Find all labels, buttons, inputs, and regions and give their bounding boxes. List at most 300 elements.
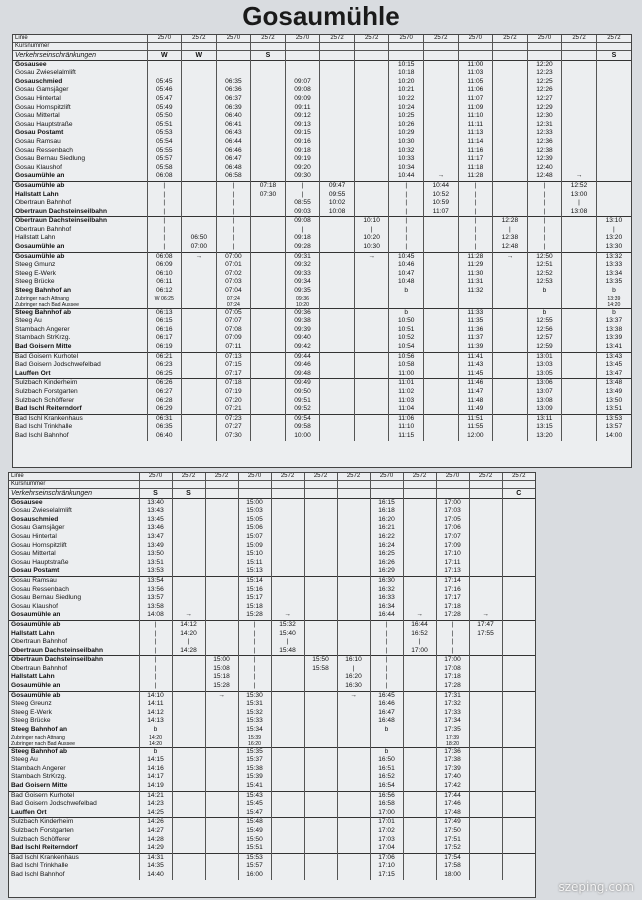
time-cell: 06:25 bbox=[147, 370, 182, 379]
time-cell: 10:02 bbox=[320, 199, 355, 208]
time-cell bbox=[424, 234, 459, 243]
time-cell bbox=[596, 86, 631, 95]
time-cell: 12:23 bbox=[527, 69, 562, 78]
time-cell bbox=[403, 516, 436, 525]
time-cell bbox=[596, 104, 631, 113]
time-cell bbox=[271, 603, 304, 612]
time-cell bbox=[354, 42, 389, 50]
time-cell bbox=[216, 60, 251, 69]
station-cell: Obertraun Dachsteinseilbahn bbox=[13, 217, 147, 226]
time-cell: 17:00 bbox=[403, 647, 436, 656]
time-cell bbox=[320, 86, 355, 95]
time-cell bbox=[502, 709, 535, 718]
station-cell: Obertraun Dachsteinseilbahn bbox=[15, 207, 107, 215]
time-cell bbox=[271, 586, 304, 595]
time-cell: 11:13 bbox=[458, 129, 493, 138]
time-cell bbox=[424, 217, 459, 226]
time-cell bbox=[469, 818, 502, 827]
time-cell bbox=[469, 871, 502, 880]
time-cell bbox=[205, 818, 238, 827]
time-cell: 17:51 bbox=[436, 836, 469, 845]
time-cell: 07:03 bbox=[216, 278, 251, 287]
time-cell bbox=[238, 488, 271, 498]
time-cell: 07:00 bbox=[182, 243, 217, 252]
time-cell: 09:42 bbox=[285, 343, 320, 352]
table-row bbox=[9, 620, 535, 629]
time-cell: 11:10 bbox=[458, 112, 493, 121]
time-cell bbox=[320, 121, 355, 130]
station-cell: Gosausee bbox=[9, 498, 139, 507]
time-cell bbox=[354, 50, 389, 60]
time-cell: 14:35 bbox=[139, 862, 172, 871]
time-cell: | bbox=[238, 673, 271, 682]
time-cell bbox=[182, 121, 217, 130]
time-cell bbox=[469, 800, 502, 809]
time-cell bbox=[182, 42, 217, 50]
time-cell: 15:28 bbox=[205, 682, 238, 691]
station-cell: Gosau Hintertal bbox=[11, 532, 57, 540]
time-cell bbox=[182, 147, 217, 156]
station-cell: Bad Ischl Trinkhalle bbox=[11, 862, 69, 870]
time-cell: 13:32 bbox=[596, 252, 631, 261]
time-cell: 10:25 bbox=[389, 112, 424, 121]
time-cell: 17:42 bbox=[436, 782, 469, 791]
time-cell bbox=[251, 370, 286, 379]
time-cell: b bbox=[370, 726, 403, 735]
time-cell: 10:54 bbox=[389, 343, 424, 352]
time-cell bbox=[182, 388, 217, 397]
time-cell bbox=[172, 709, 205, 718]
time-cell bbox=[403, 747, 436, 756]
time-cell: 06:40 bbox=[147, 432, 182, 441]
time-cell bbox=[354, 155, 389, 164]
time-cell: 15:45 bbox=[238, 800, 271, 809]
time-cell: | bbox=[389, 199, 424, 208]
time-cell: 07:13 bbox=[216, 352, 251, 361]
time-cell bbox=[251, 414, 286, 423]
time-cell bbox=[172, 700, 205, 709]
time-cell bbox=[493, 78, 528, 87]
time-cell bbox=[337, 709, 370, 718]
time-cell bbox=[205, 603, 238, 612]
time-cell bbox=[502, 516, 535, 525]
time-cell: 06:09 bbox=[147, 261, 182, 270]
time-cell: → bbox=[205, 691, 238, 700]
time-cell bbox=[403, 533, 436, 542]
time-cell: 2570 bbox=[436, 473, 469, 480]
table-row bbox=[13, 388, 631, 397]
station-cell: Bad Ischl Trinkhalle bbox=[15, 423, 73, 431]
time-cell: 11:03 bbox=[389, 397, 424, 406]
time-cell bbox=[493, 129, 528, 138]
time-cell bbox=[354, 379, 389, 388]
time-cell bbox=[403, 726, 436, 735]
time-cell: 09:28 bbox=[285, 243, 320, 252]
time-cell: | bbox=[147, 208, 182, 217]
time-cell: 11:00 bbox=[458, 60, 493, 69]
time-cell: 17:35 bbox=[436, 726, 469, 735]
time-cell: 09:35 bbox=[285, 287, 320, 296]
time-cell: | bbox=[147, 243, 182, 252]
time-cell bbox=[251, 95, 286, 104]
time-cell bbox=[469, 533, 502, 542]
time-cell: | bbox=[139, 647, 172, 656]
time-cell bbox=[502, 844, 535, 853]
time-cell bbox=[502, 800, 535, 809]
time-cell: 10:24 bbox=[389, 104, 424, 113]
time-cell bbox=[172, 717, 205, 726]
time-cell bbox=[304, 809, 337, 818]
table-row bbox=[9, 665, 535, 674]
time-cell: 11:06 bbox=[389, 414, 424, 423]
station-cell: Gosauschmied bbox=[11, 515, 59, 523]
time-cell bbox=[304, 862, 337, 871]
time-cell: | bbox=[216, 181, 251, 190]
time-cell bbox=[493, 181, 528, 190]
time-cell: 07:24 bbox=[216, 302, 251, 309]
time-cell bbox=[403, 542, 436, 551]
time-cell bbox=[562, 326, 597, 335]
time-cell bbox=[493, 261, 528, 270]
time-cell: 06:17 bbox=[147, 334, 182, 343]
time-cell bbox=[502, 507, 535, 516]
time-cell bbox=[182, 199, 217, 208]
time-cell bbox=[304, 533, 337, 542]
time-cell bbox=[493, 138, 528, 147]
station-cell: Gosau Klaushof bbox=[15, 163, 62, 171]
time-cell bbox=[596, 172, 631, 181]
time-cell bbox=[205, 488, 238, 498]
time-cell bbox=[271, 844, 304, 853]
time-cell: 15:57 bbox=[238, 862, 271, 871]
time-cell bbox=[304, 630, 337, 639]
time-cell bbox=[320, 308, 355, 317]
time-cell: 17:39 bbox=[436, 765, 469, 774]
time-cell: | bbox=[172, 638, 205, 647]
table-row bbox=[13, 112, 631, 121]
time-cell bbox=[354, 414, 389, 423]
time-cell bbox=[182, 69, 217, 78]
time-cell: 12:39 bbox=[527, 155, 562, 164]
time-cell bbox=[502, 647, 535, 656]
time-cell bbox=[493, 191, 528, 200]
time-cell: 12:26 bbox=[527, 86, 562, 95]
time-cell bbox=[182, 181, 217, 190]
time-cell: 06:21 bbox=[147, 352, 182, 361]
time-cell: → bbox=[271, 611, 304, 620]
time-cell bbox=[182, 138, 217, 147]
time-cell: 06:58 bbox=[216, 172, 251, 181]
time-cell bbox=[562, 129, 597, 138]
time-cell: 16:54 bbox=[370, 782, 403, 791]
table-row bbox=[9, 871, 535, 880]
time-cell: 06:27 bbox=[147, 388, 182, 397]
time-cell: 12:48 bbox=[527, 172, 562, 181]
time-cell bbox=[424, 270, 459, 279]
time-cell: 12:51 bbox=[527, 261, 562, 270]
time-cell bbox=[205, 765, 238, 774]
time-cell: 07:02 bbox=[216, 270, 251, 279]
time-cell: 12:52 bbox=[562, 181, 597, 190]
time-cell bbox=[562, 261, 597, 270]
time-cell bbox=[304, 717, 337, 726]
time-cell bbox=[182, 370, 217, 379]
time-cell: 12:29 bbox=[527, 104, 562, 113]
time-cell: 11:07 bbox=[458, 95, 493, 104]
station-cell: Linie bbox=[13, 35, 147, 42]
time-cell: | bbox=[436, 638, 469, 647]
time-cell bbox=[337, 611, 370, 620]
time-cell bbox=[424, 361, 459, 370]
time-cell: 11:28 bbox=[458, 252, 493, 261]
time-cell bbox=[493, 423, 528, 432]
time-cell bbox=[271, 567, 304, 576]
time-cell: 16:33 bbox=[370, 594, 403, 603]
table-row bbox=[13, 361, 631, 370]
time-cell bbox=[251, 243, 286, 252]
time-cell bbox=[182, 129, 217, 138]
time-cell bbox=[354, 69, 389, 78]
table-row bbox=[13, 270, 631, 279]
time-cell bbox=[424, 432, 459, 441]
header-course-row bbox=[9, 480, 535, 488]
time-cell: 17:16 bbox=[436, 586, 469, 595]
time-cell: 16:25 bbox=[370, 550, 403, 559]
time-cell bbox=[354, 121, 389, 130]
time-cell: 14:28 bbox=[139, 836, 172, 845]
time-cell bbox=[205, 844, 238, 853]
time-cell: 14:27 bbox=[139, 827, 172, 836]
time-cell: 11:10 bbox=[389, 423, 424, 432]
time-cell bbox=[424, 370, 459, 379]
time-cell: 15:32 bbox=[238, 709, 271, 718]
station-cell: Zubringer nach Bad Aussee bbox=[11, 740, 76, 747]
station-cell: Sulzbach Schöfferer bbox=[11, 835, 71, 843]
time-cell: 2570 bbox=[238, 473, 271, 480]
time-cell bbox=[502, 673, 535, 682]
time-cell bbox=[562, 379, 597, 388]
time-cell: 07:01 bbox=[216, 261, 251, 270]
time-cell: 10:26 bbox=[389, 121, 424, 130]
time-cell bbox=[304, 691, 337, 700]
time-cell bbox=[424, 379, 459, 388]
time-cell bbox=[469, 665, 502, 674]
time-cell: 2572 bbox=[596, 35, 631, 42]
time-cell bbox=[337, 620, 370, 629]
time-cell bbox=[502, 773, 535, 782]
time-cell bbox=[251, 261, 286, 270]
time-cell bbox=[320, 278, 355, 287]
time-cell: 13:57 bbox=[139, 594, 172, 603]
time-cell: 06:08 bbox=[147, 252, 182, 261]
time-cell bbox=[469, 673, 502, 682]
station-cell: Bad Goisern Kurhotel bbox=[13, 352, 147, 361]
station-cell: Bad Goisern Mitte bbox=[15, 343, 72, 350]
time-cell: 14:16 bbox=[139, 765, 172, 774]
time-cell bbox=[205, 827, 238, 836]
time-cell: | bbox=[216, 217, 251, 226]
time-cell bbox=[596, 121, 631, 130]
time-cell: 16:20 bbox=[238, 741, 271, 748]
time-cell: 13:47 bbox=[139, 533, 172, 542]
time-cell bbox=[403, 709, 436, 718]
time-cell bbox=[337, 717, 370, 726]
time-cell: 16:18 bbox=[370, 507, 403, 516]
time-cell: 16:32 bbox=[370, 586, 403, 595]
time-cell bbox=[304, 791, 337, 800]
time-cell: 10:50 bbox=[389, 317, 424, 326]
time-cell bbox=[354, 432, 389, 441]
table-row bbox=[13, 405, 631, 414]
time-cell: | bbox=[238, 665, 271, 674]
time-cell bbox=[337, 773, 370, 782]
time-cell bbox=[469, 844, 502, 853]
time-cell: 07:20 bbox=[216, 397, 251, 406]
time-cell: | bbox=[139, 682, 172, 691]
time-cell bbox=[403, 603, 436, 612]
time-cell bbox=[182, 343, 217, 352]
time-cell bbox=[304, 567, 337, 576]
time-cell: 13:49 bbox=[139, 542, 172, 551]
station-cell: Gosau Bernau Siedlung bbox=[15, 155, 86, 163]
time-cell bbox=[147, 60, 182, 69]
time-cell: b bbox=[527, 287, 562, 296]
time-cell bbox=[271, 809, 304, 818]
time-cell: 13:40 bbox=[139, 498, 172, 507]
station-cell: Hallstatt Lahn bbox=[11, 673, 55, 681]
time-cell bbox=[502, 611, 535, 620]
time-cell: | bbox=[370, 665, 403, 674]
station-cell: Obertraun Dachsteinseilbahn bbox=[9, 656, 139, 665]
time-cell bbox=[337, 638, 370, 647]
time-cell: 06:13 bbox=[147, 308, 182, 317]
time-cell bbox=[403, 756, 436, 765]
time-cell bbox=[251, 234, 286, 243]
time-cell: 17:00 bbox=[436, 656, 469, 665]
time-cell bbox=[337, 576, 370, 585]
time-cell bbox=[596, 147, 631, 156]
time-cell: 12:27 bbox=[527, 95, 562, 104]
station-cell: Bad Ischl Bahnhof bbox=[11, 870, 65, 878]
time-cell bbox=[354, 270, 389, 279]
time-cell: 15:39 bbox=[238, 773, 271, 782]
time-cell: | bbox=[389, 226, 424, 235]
time-cell bbox=[403, 836, 436, 845]
time-cell: | bbox=[458, 226, 493, 235]
time-cell: 11:51 bbox=[458, 414, 493, 423]
time-cell: 10:48 bbox=[389, 278, 424, 287]
time-cell: 13:47 bbox=[596, 370, 631, 379]
time-cell bbox=[502, 533, 535, 542]
time-cell: S bbox=[172, 488, 205, 498]
time-cell bbox=[182, 112, 217, 121]
time-cell bbox=[502, 853, 535, 862]
timetable-morning bbox=[12, 34, 632, 468]
time-cell bbox=[182, 317, 217, 326]
time-cell bbox=[502, 809, 535, 818]
time-cell bbox=[337, 871, 370, 880]
time-cell bbox=[502, 791, 535, 800]
time-cell: | bbox=[493, 226, 528, 235]
time-cell: 17:55 bbox=[469, 630, 502, 639]
time-cell: 10:21 bbox=[389, 86, 424, 95]
time-cell: 11:30 bbox=[458, 270, 493, 279]
time-cell: 17:11 bbox=[436, 559, 469, 568]
time-cell bbox=[562, 278, 597, 287]
station-cell: Gosau Hornspitzlift bbox=[11, 541, 67, 549]
time-cell bbox=[562, 361, 597, 370]
table-row bbox=[9, 726, 535, 735]
station-cell: Gosau Gamsjäger bbox=[15, 86, 69, 94]
time-cell: 16:44 bbox=[370, 611, 403, 620]
time-cell bbox=[172, 559, 205, 568]
time-cell bbox=[354, 370, 389, 379]
time-cell bbox=[337, 567, 370, 576]
time-cell bbox=[469, 773, 502, 782]
time-cell: 14:20 bbox=[596, 302, 631, 309]
time-cell: | bbox=[271, 638, 304, 647]
time-cell: 2570 bbox=[139, 473, 172, 480]
time-cell: 13:10 bbox=[596, 217, 631, 226]
time-cell: 13:41 bbox=[596, 343, 631, 352]
time-cell: 05:47 bbox=[147, 95, 182, 104]
time-cell: 2572 bbox=[424, 35, 459, 42]
time-cell bbox=[502, 498, 535, 507]
time-cell: 10:52 bbox=[389, 334, 424, 343]
time-cell bbox=[424, 42, 459, 50]
time-cell bbox=[172, 726, 205, 735]
time-cell bbox=[502, 559, 535, 568]
time-cell: 11:37 bbox=[458, 334, 493, 343]
time-cell: 12:30 bbox=[527, 112, 562, 121]
table-row bbox=[13, 121, 631, 130]
table-row bbox=[13, 343, 631, 352]
time-cell: 10:58 bbox=[389, 361, 424, 370]
time-cell: 05:57 bbox=[147, 155, 182, 164]
time-cell: 11:03 bbox=[458, 69, 493, 78]
time-cell bbox=[251, 172, 286, 181]
time-cell bbox=[172, 827, 205, 836]
time-cell bbox=[469, 682, 502, 691]
time-cell: 10:44 bbox=[424, 181, 459, 190]
station-cell: Gosau Postamt bbox=[15, 129, 64, 137]
time-cell: 16:22 bbox=[370, 533, 403, 542]
time-cell: 16:26 bbox=[370, 559, 403, 568]
time-cell: | bbox=[238, 620, 271, 629]
time-cell bbox=[304, 524, 337, 533]
time-cell bbox=[424, 423, 459, 432]
station-cell: Sulzbach Schöfferer bbox=[15, 396, 75, 404]
time-cell bbox=[562, 397, 597, 406]
time-cell bbox=[354, 308, 389, 317]
time-cell: 07:30 bbox=[216, 432, 251, 441]
time-cell: | bbox=[596, 226, 631, 235]
station-cell: Bad Goisern Jodschwefelbad bbox=[15, 361, 101, 369]
time-cell: 2570 bbox=[216, 35, 251, 42]
time-cell bbox=[337, 533, 370, 542]
time-cell bbox=[354, 397, 389, 406]
time-cell: 07:30 bbox=[251, 191, 286, 200]
table-row bbox=[9, 836, 535, 845]
time-cell bbox=[172, 773, 205, 782]
time-cell bbox=[403, 818, 436, 827]
time-cell: 17:09 bbox=[436, 542, 469, 551]
time-cell: | bbox=[370, 620, 403, 629]
station-cell: Sulzbach Forstgarten bbox=[11, 826, 74, 834]
time-cell: 09:20 bbox=[285, 164, 320, 173]
time-cell bbox=[205, 516, 238, 525]
time-cell bbox=[182, 226, 217, 235]
